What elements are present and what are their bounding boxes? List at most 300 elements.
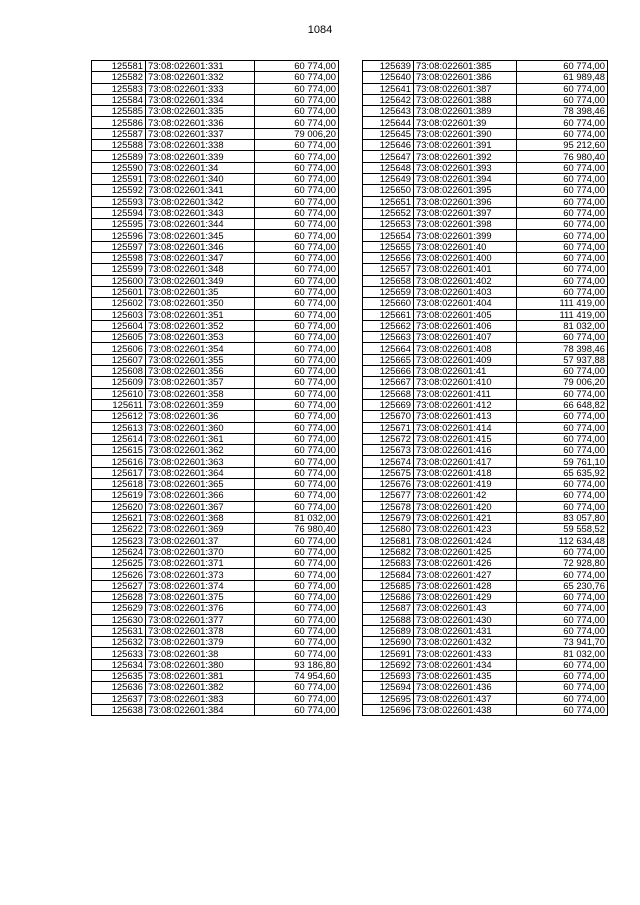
table-row xyxy=(363,264,608,275)
table-row xyxy=(92,332,339,343)
cadastral-number: 73:08:022601:423 xyxy=(414,524,517,535)
table-row xyxy=(363,535,608,546)
register-table-right-body xyxy=(363,61,608,716)
row-number: 125588 xyxy=(92,140,146,151)
cadastral-number: 73:08:022601:378 xyxy=(146,625,255,636)
table-row xyxy=(363,445,608,456)
cadastral-number: 73:08:022601:435 xyxy=(414,671,517,682)
cadastral-number: 73:08:022601:41 xyxy=(414,366,517,377)
register-table-left-body xyxy=(92,61,339,716)
cadastral-number: 73:08:022601:360 xyxy=(146,422,255,433)
cadastral-value: 81 032,00 xyxy=(517,648,608,659)
cadastral-number: 73:08:022601:332 xyxy=(146,72,255,83)
cadastral-number: 73:08:022601:415 xyxy=(414,433,517,444)
table-row xyxy=(92,478,339,489)
table-row xyxy=(363,94,608,105)
row-number: 125673 xyxy=(363,445,414,456)
cadastral-value: 60 774,00 xyxy=(255,151,339,162)
cadastral-value: 59 558,52 xyxy=(517,524,608,535)
cadastral-value: 73 941,70 xyxy=(517,637,608,648)
cadastral-value: 60 774,00 xyxy=(255,286,339,297)
cadastral-number: 73:08:022601:406 xyxy=(414,320,517,331)
cadastral-value: 60 774,00 xyxy=(255,535,339,546)
row-number: 125626 xyxy=(92,569,146,580)
cadastral-number: 73:08:022601:436 xyxy=(414,682,517,693)
row-number: 125590 xyxy=(92,162,146,173)
table-row xyxy=(92,298,339,309)
table-row xyxy=(363,625,608,636)
cadastral-number: 73:08:022601:384 xyxy=(146,704,255,715)
cadastral-value: 60 774,00 xyxy=(517,591,608,602)
cadastral-number: 73:08:022601:338 xyxy=(146,140,255,151)
table-row xyxy=(363,173,608,184)
cadastral-value: 60 774,00 xyxy=(517,94,608,105)
row-number: 125627 xyxy=(92,580,146,591)
row-number: 125658 xyxy=(363,275,414,286)
row-number: 125690 xyxy=(363,637,414,648)
table-row xyxy=(363,286,608,297)
cadastral-value: 60 774,00 xyxy=(255,320,339,331)
cadastral-value: 60 774,00 xyxy=(255,377,339,388)
table-row xyxy=(363,546,608,557)
row-number: 125689 xyxy=(363,625,414,636)
row-number: 125637 xyxy=(92,693,146,704)
cadastral-value: 60 774,00 xyxy=(517,162,608,173)
cadastral-value: 60 774,00 xyxy=(255,478,339,489)
table-row xyxy=(363,196,608,207)
register-table-right xyxy=(362,60,608,716)
cadastral-number: 73:08:022601:345 xyxy=(146,230,255,241)
cadastral-value: 60 774,00 xyxy=(255,388,339,399)
row-number: 125679 xyxy=(363,512,414,523)
row-number: 125685 xyxy=(363,580,414,591)
row-number: 125654 xyxy=(363,230,414,241)
cadastral-value: 60 774,00 xyxy=(517,275,608,286)
cadastral-number: 73:08:022601:434 xyxy=(414,659,517,670)
cadastral-number: 73:08:022601:379 xyxy=(146,637,255,648)
cadastral-number: 73:08:022601:36 xyxy=(146,411,255,422)
cadastral-number: 73:08:022601:340 xyxy=(146,173,255,184)
table-row xyxy=(92,117,339,128)
cadastral-value: 57 937,88 xyxy=(517,354,608,365)
cadastral-value: 60 774,00 xyxy=(255,117,339,128)
table-row xyxy=(363,603,608,614)
row-number: 125653 xyxy=(363,219,414,230)
cadastral-number: 73:08:022601:403 xyxy=(414,286,517,297)
table-row xyxy=(363,558,608,569)
cadastral-value: 60 774,00 xyxy=(517,682,608,693)
cadastral-number: 73:08:022601:405 xyxy=(414,309,517,320)
cadastral-value: 111 419,00 xyxy=(517,309,608,320)
cadastral-number: 73:08:022601:361 xyxy=(146,433,255,444)
row-number: 125656 xyxy=(363,253,414,264)
cadastral-number: 73:08:022601:353 xyxy=(146,332,255,343)
row-number: 125610 xyxy=(92,388,146,399)
cadastral-number: 73:08:022601:351 xyxy=(146,309,255,320)
cadastral-value: 60 774,00 xyxy=(517,264,608,275)
cadastral-number: 73:08:022601:426 xyxy=(414,558,517,569)
cadastral-value: 81 032,00 xyxy=(517,320,608,331)
cadastral-number: 73:08:022601:416 xyxy=(414,445,517,456)
row-number: 125639 xyxy=(363,61,414,72)
table-row xyxy=(92,366,339,377)
cadastral-value: 60 774,00 xyxy=(517,83,608,94)
row-number: 125618 xyxy=(92,478,146,489)
table-row xyxy=(363,659,608,670)
table-row xyxy=(92,659,339,670)
cadastral-value: 60 774,00 xyxy=(255,185,339,196)
cadastral-number: 73:08:022601:411 xyxy=(414,388,517,399)
row-number: 125677 xyxy=(363,490,414,501)
cadastral-number: 73:08:022601:364 xyxy=(146,467,255,478)
cadastral-value: 79 006,20 xyxy=(255,128,339,139)
cadastral-number: 73:08:022601:381 xyxy=(146,671,255,682)
cadastral-value: 60 774,00 xyxy=(255,411,339,422)
cadastral-number: 73:08:022601:349 xyxy=(146,275,255,286)
cadastral-number: 73:08:022601:398 xyxy=(414,219,517,230)
row-number: 125665 xyxy=(363,354,414,365)
cadastral-value: 66 648,82 xyxy=(517,399,608,410)
table-row xyxy=(363,614,608,625)
cadastral-number: 73:08:022601:392 xyxy=(414,151,517,162)
cadastral-value: 60 774,00 xyxy=(517,388,608,399)
row-number: 125667 xyxy=(363,377,414,388)
row-number: 125640 xyxy=(363,72,414,83)
cadastral-value: 60 774,00 xyxy=(517,207,608,218)
cadastral-value: 76 980,40 xyxy=(255,524,339,535)
table-row xyxy=(363,569,608,580)
table-row xyxy=(92,128,339,139)
row-number: 125643 xyxy=(363,106,414,117)
cadastral-value: 83 057,80 xyxy=(517,512,608,523)
row-number: 125589 xyxy=(92,151,146,162)
table-row xyxy=(363,354,608,365)
cadastral-value: 60 774,00 xyxy=(255,275,339,286)
row-number: 125598 xyxy=(92,253,146,264)
cadastral-number: 73:08:022601:393 xyxy=(414,162,517,173)
row-number: 125691 xyxy=(363,648,414,659)
table-row xyxy=(363,467,608,478)
cadastral-number: 73:08:022601:337 xyxy=(146,128,255,139)
cadastral-value: 60 774,00 xyxy=(255,625,339,636)
cadastral-number: 73:08:022601:430 xyxy=(414,614,517,625)
row-number: 125666 xyxy=(363,366,414,377)
cadastral-value: 60 774,00 xyxy=(517,61,608,72)
table-row xyxy=(92,490,339,501)
row-number: 125595 xyxy=(92,219,146,230)
cadastral-number: 73:08:022601:383 xyxy=(146,693,255,704)
table-row xyxy=(92,445,339,456)
cadastral-value: 60 774,00 xyxy=(255,456,339,467)
table-row xyxy=(363,320,608,331)
table-row xyxy=(92,501,339,512)
cadastral-number: 73:08:022601:390 xyxy=(414,128,517,139)
cadastral-number: 73:08:022601:38 xyxy=(146,648,255,659)
cadastral-number: 73:08:022601:387 xyxy=(414,83,517,94)
row-number: 125601 xyxy=(92,286,146,297)
cadastral-number: 73:08:022601:367 xyxy=(146,501,255,512)
cadastral-value: 95 212,60 xyxy=(517,140,608,151)
table-row xyxy=(363,106,608,117)
cadastral-value: 60 774,00 xyxy=(255,354,339,365)
cadastral-number: 73:08:022601:336 xyxy=(146,117,255,128)
cadastral-value: 60 774,00 xyxy=(255,682,339,693)
table-row xyxy=(363,219,608,230)
table-row xyxy=(363,275,608,286)
table-row xyxy=(92,411,339,422)
cadastral-value: 60 774,00 xyxy=(255,253,339,264)
cadastral-number: 73:08:022601:362 xyxy=(146,445,255,456)
table-row xyxy=(92,219,339,230)
cadastral-number: 73:08:022601:366 xyxy=(146,490,255,501)
cadastral-number: 73:08:022601:427 xyxy=(414,569,517,580)
table-row xyxy=(92,591,339,602)
cadastral-number: 73:08:022601:356 xyxy=(146,366,255,377)
table-row xyxy=(92,433,339,444)
row-number: 125669 xyxy=(363,399,414,410)
row-number: 125644 xyxy=(363,117,414,128)
table-row xyxy=(92,535,339,546)
row-number: 125592 xyxy=(92,185,146,196)
cadastral-value: 60 774,00 xyxy=(255,230,339,241)
cadastral-number: 73:08:022601:376 xyxy=(146,603,255,614)
row-number: 125609 xyxy=(92,377,146,388)
row-number: 125647 xyxy=(363,151,414,162)
row-number: 125604 xyxy=(92,320,146,331)
cadastral-number: 73:08:022601:394 xyxy=(414,173,517,184)
cadastral-number: 73:08:022601:369 xyxy=(146,524,255,535)
table-row xyxy=(92,388,339,399)
row-number: 125657 xyxy=(363,264,414,275)
cadastral-number: 73:08:022601:410 xyxy=(414,377,517,388)
cadastral-number: 73:08:022601:417 xyxy=(414,456,517,467)
cadastral-value: 60 774,00 xyxy=(517,422,608,433)
cadastral-number: 73:08:022601:40 xyxy=(414,241,517,252)
table-row xyxy=(92,94,339,105)
table-row xyxy=(363,253,608,264)
table-row xyxy=(92,704,339,715)
cadastral-number: 73:08:022601:333 xyxy=(146,83,255,94)
row-number: 125600 xyxy=(92,275,146,286)
row-number: 125635 xyxy=(92,671,146,682)
table-row xyxy=(363,580,608,591)
cadastral-number: 73:08:022601:397 xyxy=(414,207,517,218)
table-row xyxy=(92,173,339,184)
row-number: 125693 xyxy=(363,671,414,682)
cadastral-value: 60 774,00 xyxy=(255,196,339,207)
cadastral-number: 73:08:022601:347 xyxy=(146,253,255,264)
row-number: 125586 xyxy=(92,117,146,128)
table-row xyxy=(92,275,339,286)
cadastral-number: 73:08:022601:402 xyxy=(414,275,517,286)
cadastral-number: 73:08:022601:437 xyxy=(414,693,517,704)
cadastral-value: 60 774,00 xyxy=(517,253,608,264)
row-number: 125611 xyxy=(92,399,146,410)
cadastral-number: 73:08:022601:380 xyxy=(146,659,255,670)
cadastral-value: 72 928,80 xyxy=(517,558,608,569)
cadastral-number: 73:08:022601:355 xyxy=(146,354,255,365)
cadastral-value: 60 774,00 xyxy=(255,693,339,704)
cadastral-value: 112 634,48 xyxy=(517,535,608,546)
table-row xyxy=(363,117,608,128)
cadastral-number: 73:08:022601:409 xyxy=(414,354,517,365)
cadastral-value: 60 774,00 xyxy=(517,219,608,230)
cadastral-number: 73:08:022601:342 xyxy=(146,196,255,207)
cadastral-value: 60 774,00 xyxy=(255,704,339,715)
row-number: 125606 xyxy=(92,343,146,354)
row-number: 125649 xyxy=(363,173,414,184)
cadastral-value: 60 774,00 xyxy=(255,614,339,625)
cadastral-value: 60 774,00 xyxy=(517,478,608,489)
cadastral-number: 73:08:022601:339 xyxy=(146,151,255,162)
cadastral-value: 60 774,00 xyxy=(517,196,608,207)
row-number: 125663 xyxy=(363,332,414,343)
table-row xyxy=(363,207,608,218)
table-row xyxy=(363,648,608,659)
row-number: 125651 xyxy=(363,196,414,207)
table-row xyxy=(92,603,339,614)
row-number: 125623 xyxy=(92,535,146,546)
cadastral-value: 60 774,00 xyxy=(517,490,608,501)
row-number: 125615 xyxy=(92,445,146,456)
cadastral-value: 79 006,20 xyxy=(517,377,608,388)
cadastral-value: 60 774,00 xyxy=(255,83,339,94)
cadastral-value: 60 774,00 xyxy=(517,241,608,252)
row-number: 125659 xyxy=(363,286,414,297)
cadastral-value: 60 774,00 xyxy=(255,298,339,309)
table-row xyxy=(92,309,339,320)
cadastral-number: 73:08:022601:413 xyxy=(414,411,517,422)
row-number: 125619 xyxy=(92,490,146,501)
table-row xyxy=(92,151,339,162)
row-number: 125695 xyxy=(363,693,414,704)
cadastral-value: 61 989,48 xyxy=(517,72,608,83)
cadastral-value: 60 774,00 xyxy=(517,411,608,422)
cadastral-number: 73:08:022601:346 xyxy=(146,241,255,252)
table-row xyxy=(363,377,608,388)
table-row xyxy=(92,399,339,410)
cadastral-number: 73:08:022601:400 xyxy=(414,253,517,264)
cadastral-number: 73:08:022601:408 xyxy=(414,343,517,354)
cadastral-number: 73:08:022601:421 xyxy=(414,512,517,523)
cadastral-value: 60 774,00 xyxy=(517,117,608,128)
row-number: 125650 xyxy=(363,185,414,196)
cadastral-value: 60 774,00 xyxy=(255,445,339,456)
cadastral-value: 60 774,00 xyxy=(255,264,339,275)
cadastral-value: 60 774,00 xyxy=(255,637,339,648)
register-table-left xyxy=(91,60,339,716)
table-row xyxy=(92,693,339,704)
table-row xyxy=(363,490,608,501)
row-number: 125660 xyxy=(363,298,414,309)
table-row xyxy=(92,286,339,297)
table-row xyxy=(363,162,608,173)
table-row xyxy=(92,83,339,94)
cadastral-value: 60 774,00 xyxy=(255,241,339,252)
row-number: 125587 xyxy=(92,128,146,139)
table-row xyxy=(92,207,339,218)
row-number: 125687 xyxy=(363,603,414,614)
table-row xyxy=(363,671,608,682)
cadastral-value: 78 398,46 xyxy=(517,343,608,354)
row-number: 125674 xyxy=(363,456,414,467)
table-row xyxy=(92,377,339,388)
table-row xyxy=(92,140,339,151)
row-number: 125671 xyxy=(363,422,414,433)
row-number: 125625 xyxy=(92,558,146,569)
cadastral-number: 73:08:022601:425 xyxy=(414,546,517,557)
cadastral-value: 60 774,00 xyxy=(517,569,608,580)
table-row xyxy=(92,625,339,636)
table-row xyxy=(363,411,608,422)
cadastral-value: 60 774,00 xyxy=(255,72,339,83)
row-number: 125593 xyxy=(92,196,146,207)
row-number: 125683 xyxy=(363,558,414,569)
cadastral-value: 60 774,00 xyxy=(255,501,339,512)
row-number: 125634 xyxy=(92,659,146,670)
table-row xyxy=(363,309,608,320)
row-number: 125581 xyxy=(92,61,146,72)
cadastral-number: 73:08:022601:433 xyxy=(414,648,517,659)
row-number: 125661 xyxy=(363,309,414,320)
table-row xyxy=(92,637,339,648)
table-row xyxy=(92,456,339,467)
cadastral-number: 73:08:022601:365 xyxy=(146,478,255,489)
table-row xyxy=(92,61,339,72)
row-number: 125648 xyxy=(363,162,414,173)
cadastral-value: 60 774,00 xyxy=(255,61,339,72)
cadastral-number: 73:08:022601:377 xyxy=(146,614,255,625)
cadastral-value: 60 774,00 xyxy=(517,230,608,241)
table-row xyxy=(92,558,339,569)
table-row xyxy=(363,682,608,693)
table-row xyxy=(92,72,339,83)
cadastral-value: 60 774,00 xyxy=(255,106,339,117)
table-row xyxy=(92,106,339,117)
row-number: 125607 xyxy=(92,354,146,365)
table-row xyxy=(92,354,339,365)
table-row xyxy=(92,196,339,207)
row-number: 125591 xyxy=(92,173,146,184)
table-row xyxy=(92,241,339,252)
table-row xyxy=(92,648,339,659)
cadastral-number: 73:08:022601:391 xyxy=(414,140,517,151)
row-number: 125680 xyxy=(363,524,414,535)
table-row xyxy=(363,512,608,523)
row-number: 125642 xyxy=(363,94,414,105)
cadastral-value: 60 774,00 xyxy=(255,366,339,377)
row-number: 125602 xyxy=(92,298,146,309)
row-number: 125645 xyxy=(363,128,414,139)
cadastral-value: 93 186,80 xyxy=(255,659,339,670)
table-row xyxy=(92,162,339,173)
table-row xyxy=(92,253,339,264)
table-row xyxy=(92,546,339,557)
table-row xyxy=(92,569,339,580)
cadastral-value: 60 774,00 xyxy=(517,185,608,196)
row-number: 125652 xyxy=(363,207,414,218)
row-number: 125630 xyxy=(92,614,146,625)
cadastral-value: 60 774,00 xyxy=(517,128,608,139)
table-row xyxy=(92,320,339,331)
cadastral-value: 60 774,00 xyxy=(517,546,608,557)
cadastral-number: 73:08:022601:432 xyxy=(414,637,517,648)
table-row xyxy=(92,580,339,591)
row-number: 125585 xyxy=(92,106,146,117)
table-row xyxy=(363,501,608,512)
table-row xyxy=(92,512,339,523)
cadastral-value: 60 774,00 xyxy=(517,501,608,512)
